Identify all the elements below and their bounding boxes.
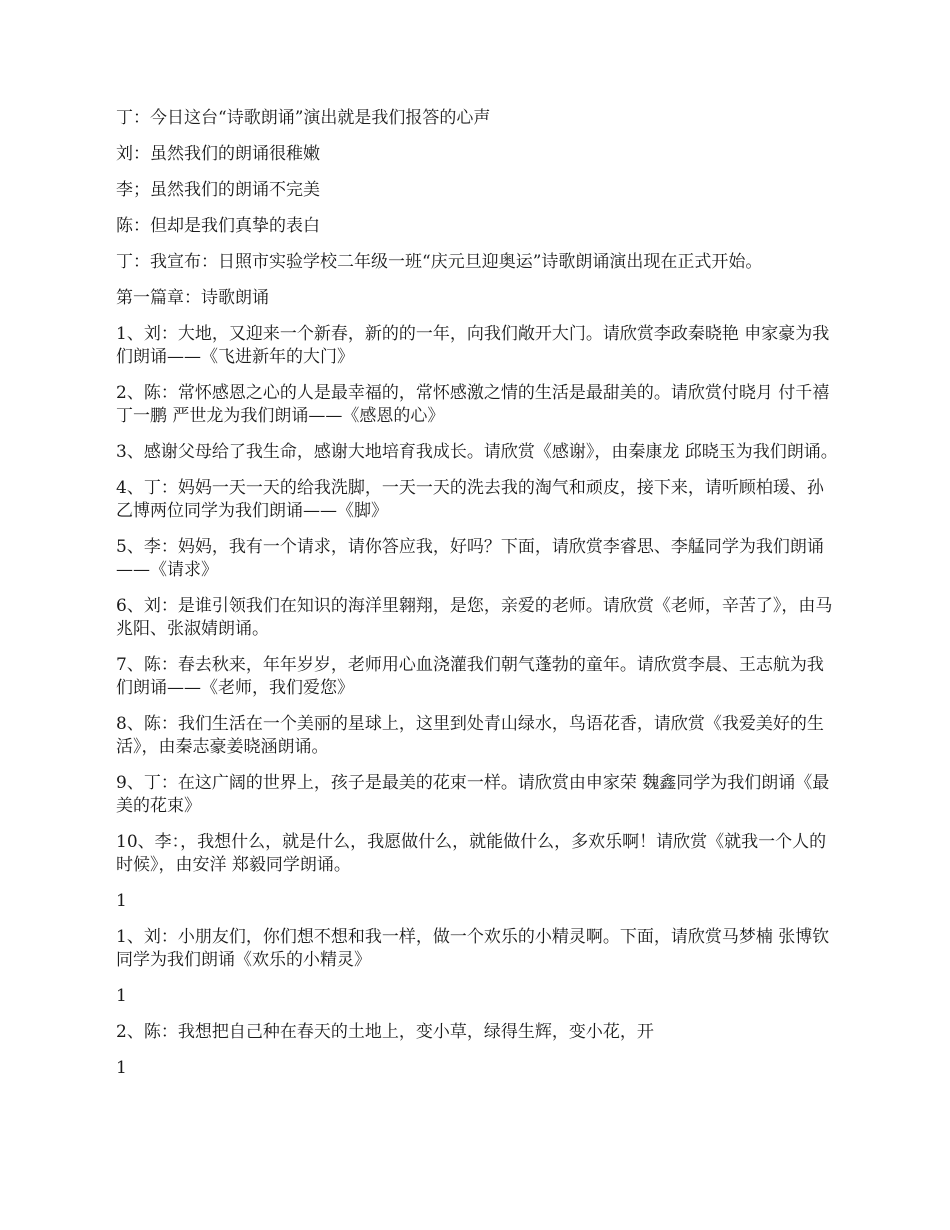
paragraph: 5、李：妈妈，我有一个请求，请你答应我，好吗？下面，请欣赏李睿思、李艋同学为我们朗诵——《请求》 [116,537,824,580]
paragraph: 李；虽然我们的朗诵不完美 [116,180,320,200]
document-body [116,107,838,1093]
paragraph: 丁：今日这台“诗歌朗诵”演出就是我们报答的心声 [116,108,491,128]
page-number: 1 [116,891,127,911]
paragraph: 3、感谢父母给了我生命，感谢大地培育我成长。请欣赏《感谢》，由秦康龙 邱晓玉为我们朗诵。 [116,442,838,462]
paragraph: 7、陈：春去秋来，年年岁岁，老师用心血浇灌我们朝气蓬勃的童年。请欣赏李晨、王志航为我们朗诵——《老师，我们爱您》 [116,655,824,698]
paragraph: 10、李：，我想什么，就是什么，我愿做什么，就能做什么，多欢乐啊！请欣赏《就我一个人的时候》，由安洋 郑毅同学朗诵。 [116,832,827,875]
paragraph: 1、刘：大地，又迎来一个新春，新的的一年，向我们敞开大门。请欣赏李政秦晓艳 申家豪为我们朗诵——《飞进新年的大门》 [116,324,830,367]
paragraph: 陈：但却是我们真挚的表白 [116,216,320,236]
paragraph: 2、陈：常怀感恩之心的人是最幸福的，常怀感激之情的生活是最甜美的。请欣赏付晓月 付千禧 丁一鹏 严世龙为我们朗诵——《感恩的心》 [116,383,830,426]
page-number: 1 [116,986,127,1006]
paragraph: 8、陈：我们生活在一个美丽的星球上，这里到处青山绿水，鸟语花香，请欣赏《我爱美好的生活》，由秦志豪姜晓涵朗诵。 [116,714,824,757]
paragraph: 6、刘：是谁引领我们在知识的海洋里翱翔，是您，亲爱的老师。请欣赏《老师，辛苦了》，由马兆阳、张淑婧朗诵。 [116,596,833,639]
paragraph: 2、陈：我想把自己种在春天的土地上，变小草，绿得生辉，变小花，开 [116,1022,654,1042]
page-number: 1 [116,1058,127,1078]
paragraph: 4、丁：妈妈一天一天的给我洗脚，一天一天的洗去我的淘气和顽皮，接下来，请听顾柏瑗、孙乙博两位同学为我们朗诵——《脚》 [116,478,824,521]
section-heading: 第一篇章：诗歌朗诵 [116,288,269,308]
paragraph: 丁：我宣布：日照市实验学校二年级一班“庆元旦迎奥运”诗歌朗诵演出现在正式开始。 [116,252,763,272]
paragraph: 9、丁：在这广阔的世界上，孩子是最美的花束一样。请欣赏由申家荣 魏鑫同学为我们朗诵《最美的花束》 [116,773,830,816]
paragraph: 刘：虽然我们的朗诵很稚嫩 [116,144,320,164]
paragraph: 1、刘：小朋友们，你们想不想和我一样，做一个欢乐的小精灵啊。下面，请欣赏马梦楠 张博钦同学为我们朗诵《欢乐的小精灵》 [116,927,830,970]
